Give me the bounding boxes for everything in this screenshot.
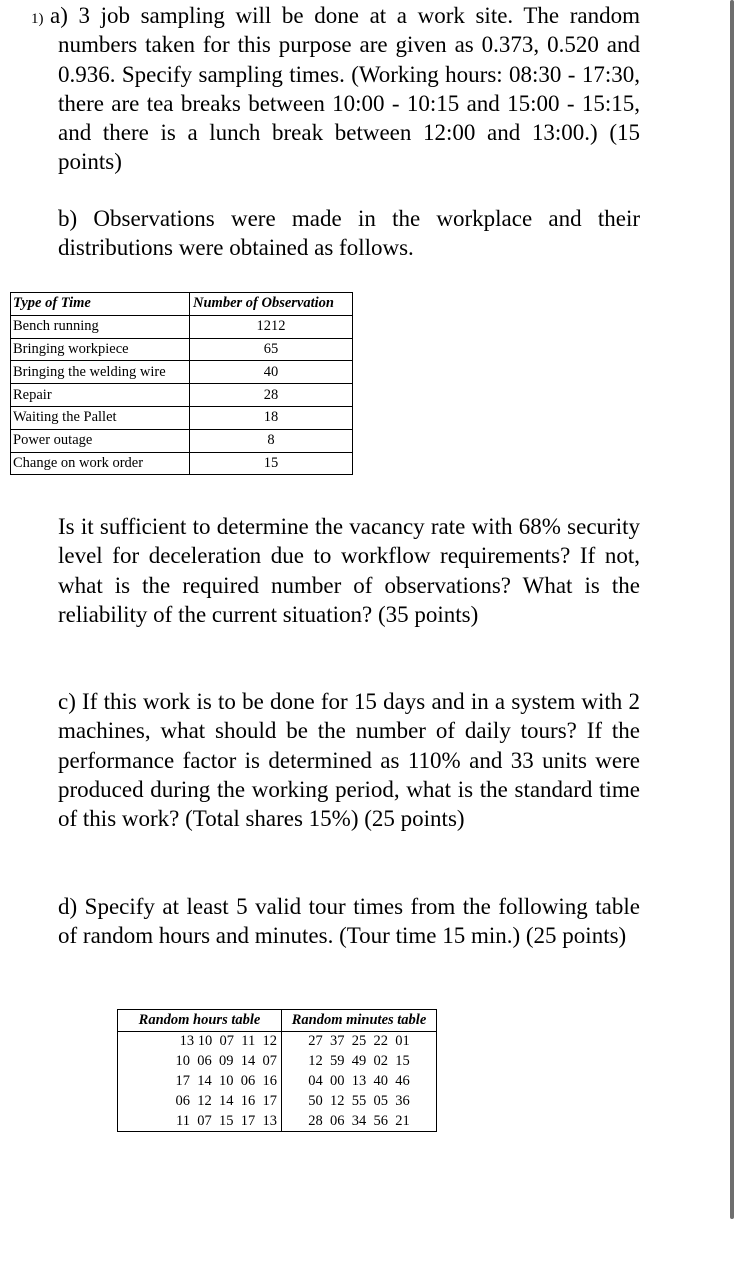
header-random-minutes: Random minutes table xyxy=(282,1010,437,1032)
random-minutes-cell: 27 37 25 22 01 xyxy=(282,1032,437,1052)
time-type-cell: Waiting the Pallet xyxy=(11,406,190,429)
vertical-scrollbar[interactable] xyxy=(730,0,734,1219)
part-d-text: d) Specify at least 5 valid tour times from the following table of random hours and minutes. (Tour time 15 min.) (25 points) xyxy=(58,894,640,949)
table-row xyxy=(11,315,353,338)
random-minutes-cell: 28 06 34 56 21 xyxy=(282,1111,437,1131)
observation-count-cell: 15 xyxy=(190,452,353,475)
time-type-cell: Bench running xyxy=(11,315,190,338)
header-type-of-time: Type of Time xyxy=(11,293,190,316)
table-row xyxy=(11,452,353,475)
table-row xyxy=(11,429,353,452)
table-row xyxy=(118,1032,437,1052)
observation-count-cell: 18 xyxy=(190,406,353,429)
table-row xyxy=(11,361,353,384)
random-minutes-cell: 12 59 49 02 15 xyxy=(282,1052,437,1072)
random-hours-cell: 10 06 09 14 07 xyxy=(118,1052,282,1072)
part-b-intro: b) Observations were made in the workplace and their distributions were obtained as follows. xyxy=(58,206,640,261)
observation-count-cell: 65 xyxy=(190,338,353,361)
question-number: 1) xyxy=(31,11,44,27)
table-header-row xyxy=(11,293,353,316)
header-random-hours: Random hours table xyxy=(118,1010,282,1032)
random-hours-cell: 17 14 10 06 16 xyxy=(118,1072,282,1092)
part-b-question: Is it sufficient to determine the vacancy rate with 68% security level for deceleration due to workflow requirements? If not, what is the required number of observations? What is the reliability of the current situation? (35 points) xyxy=(58,514,640,627)
random-hours-cell: 06 12 14 16 17 xyxy=(118,1091,282,1111)
observation-count-cell: 1212 xyxy=(190,315,353,338)
time-type-cell: Change on work order xyxy=(11,452,190,475)
observation-count-cell: 28 xyxy=(190,384,353,407)
table-row xyxy=(11,406,353,429)
table-row xyxy=(118,1072,437,1092)
observation-count-cell: 40 xyxy=(190,361,353,384)
random-minutes-cell: 50 12 55 05 36 xyxy=(282,1091,437,1111)
part-c-text: c) If this work is to be done for 15 days and in a system with 2 machines, what should be the number of daily tours? If the performance factor is determined as 110% and 33 units were produced during the working period, what is the standard time of this work? (Total shares 15%) (25 points) xyxy=(58,689,640,832)
table-row xyxy=(11,338,353,361)
time-type-cell: Bringing the welding wire xyxy=(11,361,190,384)
random-table xyxy=(117,1009,437,1132)
table-row xyxy=(118,1052,437,1072)
table-row xyxy=(11,384,353,407)
time-type-cell: Power outage xyxy=(11,429,190,452)
time-type-cell: Bringing workpiece xyxy=(11,338,190,361)
observation-table xyxy=(10,292,353,475)
header-number-of-observation: Number of Observation xyxy=(190,293,353,316)
random-table-header-row xyxy=(118,1010,437,1032)
part-a-text: a) 3 job sampling will be done at a work site. The random numbers taken for this purpose are given as 0.373, 0.520 and 0.936. Specify sampling times. (Working hours: 08:30 - 17:30, there are tea breaks between 10:00 - 10:15 and 15:00 - 15:15, and there is a lunch break between 12:00 and 13:00.) (15 points) xyxy=(50,3,640,175)
random-hours-cell: 13 10 07 11 12 xyxy=(118,1032,282,1052)
random-minutes-cell: 04 00 13 40 46 xyxy=(282,1072,437,1092)
table-row xyxy=(118,1091,437,1111)
time-type-cell: Repair xyxy=(11,384,190,407)
table-row xyxy=(118,1111,437,1131)
random-hours-cell: 11 07 15 17 13 xyxy=(118,1111,282,1131)
observation-count-cell: 8 xyxy=(190,429,353,452)
